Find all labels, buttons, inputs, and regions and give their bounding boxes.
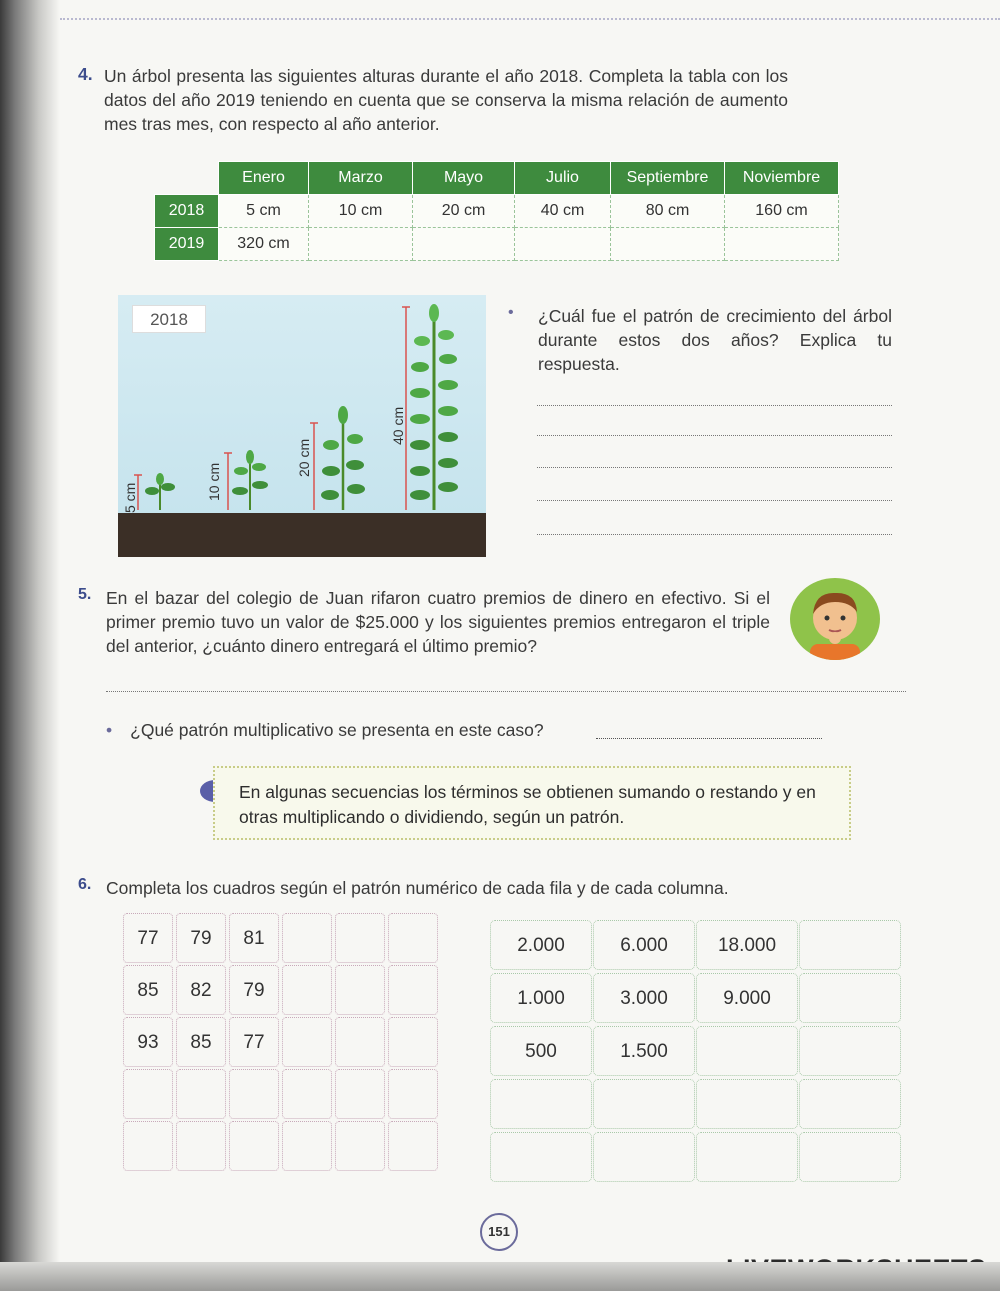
answer-line[interactable] xyxy=(537,405,892,406)
answer-line[interactable] xyxy=(537,467,892,468)
answer-cell[interactable] xyxy=(799,1132,901,1182)
month-header: Julio xyxy=(515,162,611,195)
number-cell: 79 xyxy=(229,965,279,1015)
plant-large-icon xyxy=(321,406,365,510)
number-cell: 85 xyxy=(176,1017,226,1067)
answer-cell[interactable] xyxy=(611,228,725,261)
exercise-4-question xyxy=(508,304,892,376)
answer-cell[interactable] xyxy=(282,1017,332,1067)
exercise-4-number: 4. xyxy=(78,64,93,84)
answer-cell[interactable] xyxy=(388,1121,438,1171)
month-header: Marzo xyxy=(309,162,413,195)
answer-cell[interactable] xyxy=(490,1079,592,1129)
height-label: 10 cm xyxy=(206,462,222,501)
table-corner xyxy=(155,162,219,195)
exercise-5 xyxy=(78,586,770,658)
answer-cell[interactable] xyxy=(335,1017,385,1067)
number-cell: 1.000 xyxy=(490,973,592,1023)
boy-icon xyxy=(790,578,880,660)
answer-line[interactable] xyxy=(106,691,906,692)
month-header: Mayo xyxy=(413,162,515,195)
answer-cell[interactable] xyxy=(799,1026,901,1076)
answer-cell[interactable] xyxy=(176,1121,226,1171)
height-label: 5 cm xyxy=(122,482,138,513)
answer-line[interactable] xyxy=(537,534,892,535)
answer-cell[interactable] xyxy=(515,228,611,261)
exercise-5-question-text: ¿Qué patrón multiplicativo se presenta en este caso? xyxy=(130,720,544,740)
answer-cell[interactable] xyxy=(799,973,901,1023)
note-text: En algunas secuencias los términos se obtienen sumando o restando y en otras multiplicando o dividiendo, según un patrón. xyxy=(239,782,816,827)
number-cell: 2.000 xyxy=(490,920,592,970)
number-cell: 18.000 xyxy=(696,920,798,970)
bullet: • xyxy=(106,720,113,740)
note-box xyxy=(213,766,851,840)
plant-medium-icon xyxy=(232,450,268,510)
number-cell: 3.000 xyxy=(593,973,695,1023)
year-header: 2018 xyxy=(155,195,219,228)
exercise-5-question xyxy=(106,720,544,741)
answer-cell[interactable] xyxy=(335,1069,385,1119)
answer-cell[interactable] xyxy=(123,1121,173,1171)
number-cell: 93 xyxy=(123,1017,173,1067)
answer-cell[interactable] xyxy=(799,920,901,970)
plant-small-icon xyxy=(145,473,175,510)
answer-cell[interactable] xyxy=(388,1017,438,1067)
bottom-scan-shadow xyxy=(0,1262,1000,1291)
answer-cell[interactable] xyxy=(725,228,839,261)
answer-cell[interactable] xyxy=(593,1132,695,1182)
table-cell: 20 cm xyxy=(413,195,515,228)
exercise-5-number: 5. xyxy=(78,586,92,603)
month-header: Noviembre xyxy=(725,162,839,195)
boy-thinking-avatar xyxy=(790,578,880,660)
answer-cell[interactable] xyxy=(282,1069,332,1119)
answer-cell[interactable] xyxy=(229,1069,279,1119)
number-cell: 85 xyxy=(123,965,173,1015)
height-label: 20 cm xyxy=(296,438,312,477)
table-cell: 320 cm xyxy=(219,228,309,261)
month-header: Enero xyxy=(219,162,309,195)
exercise-6-text: Completa los cuadros según el patrón numérico de cada fila y de cada columna. xyxy=(106,878,729,898)
top-dotted-rule xyxy=(60,18,1000,20)
answer-cell[interactable] xyxy=(282,1121,332,1171)
table-cell: 80 cm xyxy=(611,195,725,228)
growth-table xyxy=(154,161,839,261)
answer-cell[interactable] xyxy=(335,965,385,1015)
number-cell: 1.500 xyxy=(593,1026,695,1076)
answer-cell[interactable] xyxy=(123,1069,173,1119)
answer-cell[interactable] xyxy=(593,1079,695,1129)
answer-line[interactable] xyxy=(537,500,892,501)
exercise-4-text: Un árbol presenta las siguientes alturas durante el año 2018. Completa la tabla con los datos del año 2019 teniendo en cuenta que se conserva la misma relación de aumento mes tras mes, con respecto al año anterior. xyxy=(104,66,788,134)
number-cell: 6.000 xyxy=(593,920,695,970)
answer-cell[interactable] xyxy=(388,1069,438,1119)
page-number: 151 xyxy=(480,1213,518,1251)
answer-cell[interactable] xyxy=(696,1132,798,1182)
answer-cell[interactable] xyxy=(229,1121,279,1171)
answer-cell[interactable] xyxy=(176,1069,226,1119)
answer-line[interactable] xyxy=(537,435,892,436)
number-cell: 500 xyxy=(490,1026,592,1076)
month-header: Septiembre xyxy=(611,162,725,195)
answer-cell[interactable] xyxy=(490,1132,592,1182)
answer-cell[interactable] xyxy=(413,228,515,261)
table-cell: 10 cm xyxy=(309,195,413,228)
answer-cell[interactable] xyxy=(388,913,438,963)
exercise-4 xyxy=(78,64,788,136)
bullet: • xyxy=(508,304,514,321)
year-label: 2018 xyxy=(132,305,206,333)
table-row-2019 xyxy=(155,228,839,261)
answer-cell[interactable] xyxy=(696,1026,798,1076)
exercise-6-number: 6. xyxy=(78,876,92,893)
number-cell: 9.000 xyxy=(696,973,798,1023)
exercise-6 xyxy=(78,876,729,900)
plant-growth-illustration xyxy=(118,295,486,557)
answer-cell[interactable] xyxy=(696,1079,798,1129)
plant-tall-icon xyxy=(410,304,458,510)
exercise-4-question-text: ¿Cuál fue el patrón de crecimiento del árbol durante estos dos años? Explica tu respuesta. xyxy=(538,306,892,374)
number-cell: 77 xyxy=(123,913,173,963)
height-label: 40 cm xyxy=(390,406,406,445)
answer-cell[interactable] xyxy=(282,965,332,1015)
table-cell: 40 cm xyxy=(515,195,611,228)
table-row-2018 xyxy=(155,195,839,228)
answer-cell[interactable] xyxy=(335,913,385,963)
number-cell: 82 xyxy=(176,965,226,1015)
number-cell: 79 xyxy=(176,913,226,963)
book-spine-shadow xyxy=(0,0,60,1291)
table-cell: 5 cm xyxy=(219,195,309,228)
answer-cell[interactable] xyxy=(388,965,438,1015)
answer-cell[interactable] xyxy=(282,913,332,963)
answer-cell[interactable] xyxy=(309,228,413,261)
answer-cell[interactable] xyxy=(335,1121,385,1171)
number-cell: 81 xyxy=(229,913,279,963)
year-header: 2019 xyxy=(155,228,219,261)
answer-cell[interactable] xyxy=(799,1079,901,1129)
exercise-5-text: En el bazar del colegio de Juan rifaron cuatro premios de dinero en efectivo. Si el primer premio tuvo un valor de $25.000 y los siguientes premios entregaron el triple del anterior, ¿cuánto dinero entregará el último premio? xyxy=(106,588,770,656)
answer-line[interactable] xyxy=(596,738,822,739)
soil xyxy=(118,513,486,557)
number-cell: 77 xyxy=(229,1017,279,1067)
table-cell: 160 cm xyxy=(725,195,839,228)
